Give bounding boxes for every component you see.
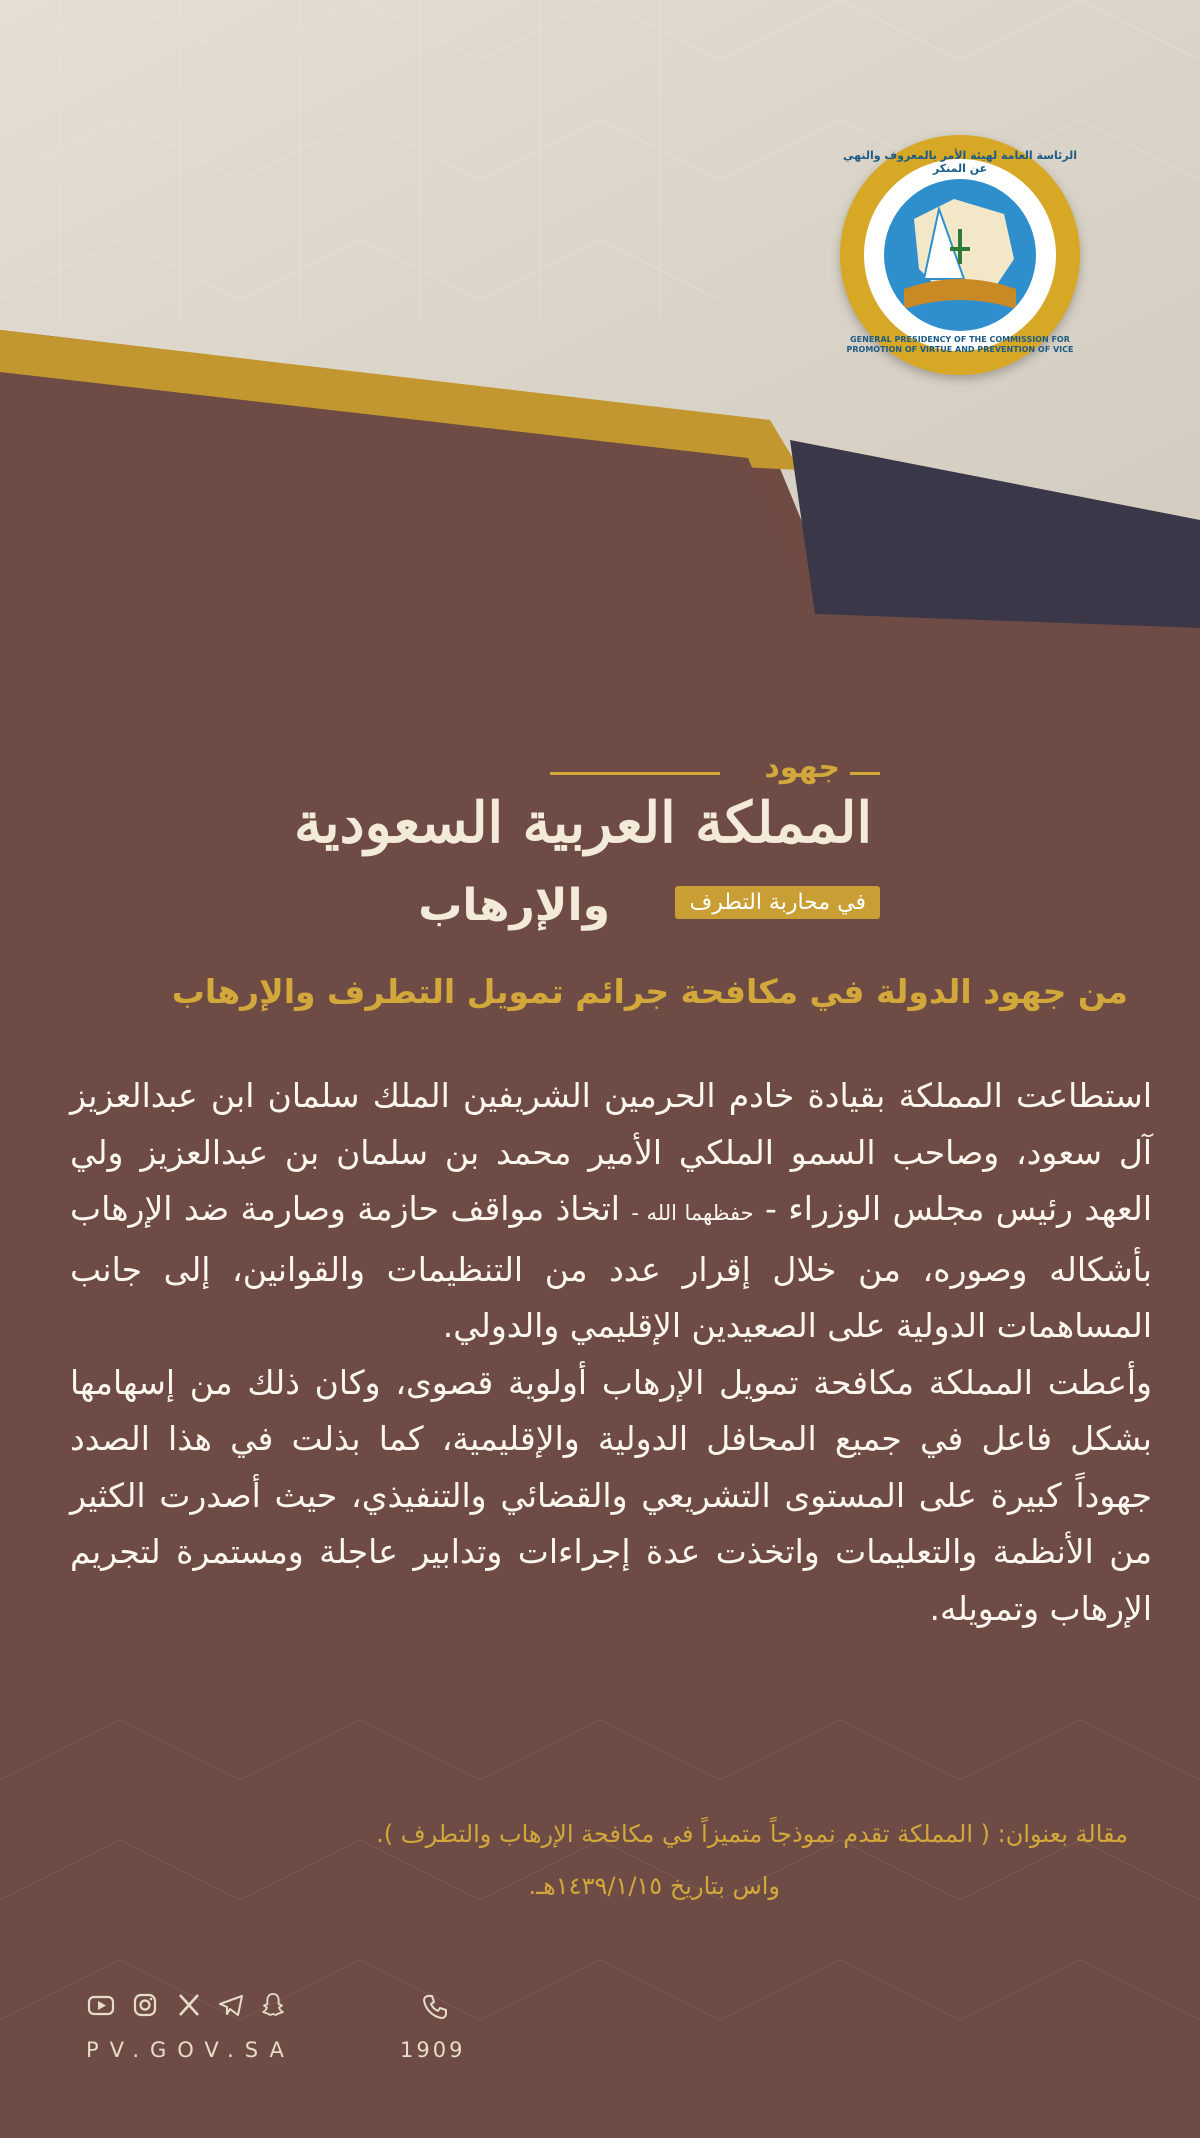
map-book-icon xyxy=(884,179,1036,331)
website-url[interactable]: PV.GOV.SA xyxy=(86,2038,295,2062)
snapchat-icon[interactable] xyxy=(258,1990,288,2020)
logo-arabic-name: الرئاسة العامة لهيئة الأمر بالمعروف والنهي عن المنكر xyxy=(842,149,1078,175)
x-icon[interactable] xyxy=(174,1990,204,2020)
logo-emblem xyxy=(884,179,1036,331)
source-date: واس بتاريخ ١٤٣٩/١/١٥هـ. xyxy=(528,1872,780,1900)
telegram-icon[interactable] xyxy=(216,1990,246,2020)
prayer-note: حفظهما الله - xyxy=(631,1201,754,1225)
campaign-title xyxy=(294,750,880,950)
commission-logo xyxy=(840,135,1080,375)
logo-english-name: GENERAL PRESIDENCY OF THE COMMISSION FOR PROMOTION OF VIRTUE AND PREVENTION OF VICE xyxy=(846,335,1074,354)
article-subtitle: من جهود الدولة في مكافحة جرائم تمويل التطرف والإرهاب xyxy=(171,972,1128,1011)
source-article: مقالة بعنوان: ( المملكة تقدم نموذجاً متميزاً في مكافحة الإرهاب والتطرف ). xyxy=(376,1820,1128,1848)
divider xyxy=(550,772,720,775)
paragraph-2: وأعطت المملكة مكافحة تمويل الإرهاب أولوية قصوى، وكان ذلك من إسهامها بشكل فاعل في جميع المحافل الدولية والإقليمية، كما بذلت في هذا الصدد جهوداً كبيرة على المستوى التشريعي والقضائي والتنفيذي، حيث أصدرت الكثير من الأنظمة والتعليمات واتخذت عدة إجراءات وتدابير عاجلة ومستمرة لتجريم الإرهاب وتمويله. xyxy=(70,1362,1152,1628)
instagram-icon[interactable] xyxy=(130,1990,160,2020)
phone-number[interactable]: 1909 xyxy=(400,2038,466,2062)
article-body xyxy=(70,1068,1152,1828)
divider xyxy=(850,772,880,775)
paragraph-1: استطاعت المملكة بقيادة خادم الحرمين الشريفين الملك سلمان ابن عبدالعزيز آل سعود، وصاحب السمو الملكي الأمير محمد بن سلمان بن عبدالعزيز ولي العهد رئيس مجلس الوزراء - حفظهما الله - اتخاذ مواقف حازمة وصارمة ضد الإرهاب بأشكاله وصوره، من خلال إقرار عدد من التنظيمات والقوانين، إلى جانب المساهمات الدولية على الصعيدين الإقليمي والدولي. xyxy=(70,1076,1153,1345)
phone-icon[interactable] xyxy=(420,1992,450,2022)
youtube-icon[interactable] xyxy=(86,1990,116,2020)
title-terrorism: والإرهاب xyxy=(418,880,610,931)
title-fighting-extremism: في محاربة التطرف xyxy=(675,886,880,919)
title-kingdom: المملكة العربية السعودية xyxy=(294,790,872,856)
title-efforts: جهود xyxy=(764,750,840,785)
